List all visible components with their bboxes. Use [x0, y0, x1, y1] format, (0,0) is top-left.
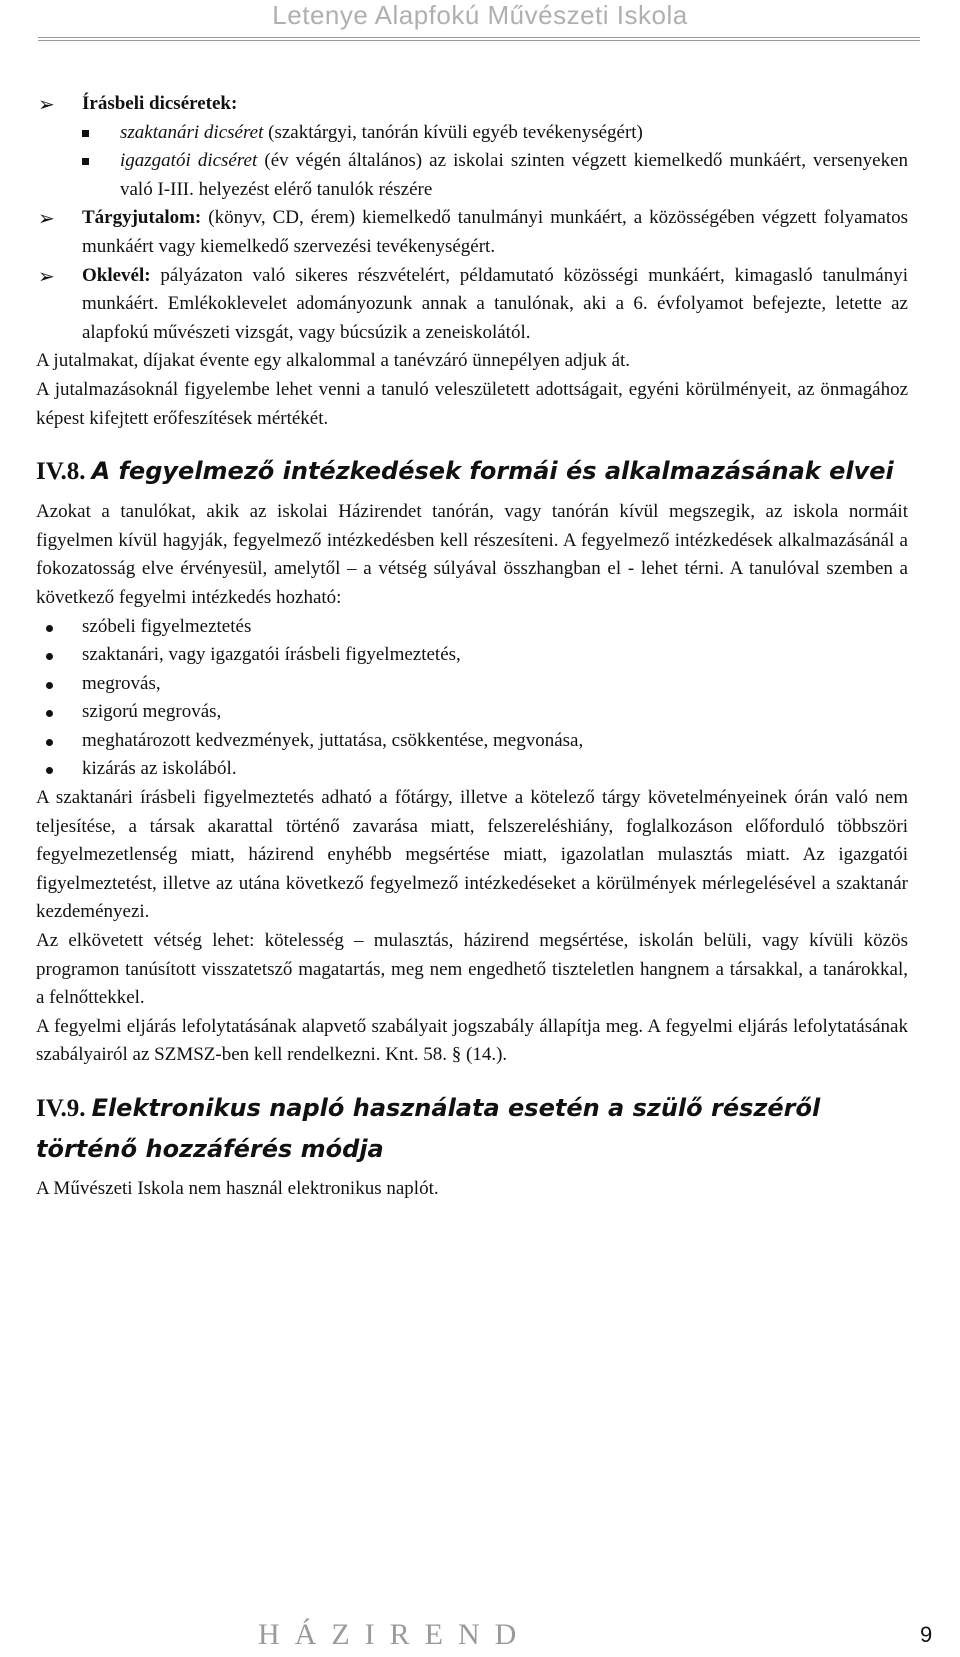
measure-text: megrovás,: [82, 672, 161, 694]
footer-label: HÁZIREND: [258, 1618, 532, 1651]
bullet-dot-icon: [46, 653, 53, 660]
list-item: [36, 727, 908, 756]
discipline-intro: Azokat a tanulókat, akik az iskolai Házirendet tanórán, vagy tanórán kívül megszegik, az iskola normáit figyelmen kívül hagyják, fegyelmező intézkedésben kell részesíteni. A fegyelmező intézkedések alkalmazásánál a fokozatosság elve érvényesül, amelytől – a vétség súlyával összhangban el - lehet térni. A tanulóval szemben a következő fegyelmi intézkedés hozható:: [36, 501, 908, 608]
annual-note: A jutalmakat, díjakat évente egy alkalommal a tanévzáró ünnepélyen adjuk át.: [36, 350, 631, 372]
arrow-bullet-icon: ➢: [38, 206, 55, 231]
section-heading: [36, 451, 908, 492]
list-item: [36, 755, 908, 784]
bullet-dot-icon: [46, 739, 53, 746]
bullet-dot-icon: [46, 767, 53, 774]
written-praise-label: Írásbeli dicséretek:: [82, 93, 238, 114]
square-bullet-icon: [82, 130, 89, 137]
praise-term: szaktanári dicséret: [120, 121, 264, 143]
written-praise-item: [36, 90, 908, 119]
procedure-paragraph: A fegyelmi eljárás lefolytatásának alapvető szabályait jogszabály állapítja meg. A fegyelmi eljárás lefolytatásának szabályairól az SZMSZ-ben kell rendelkezni. Knt. 58. § (14.).: [36, 1015, 908, 1066]
section-number: IV.8.: [36, 458, 86, 486]
consideration-note: A jutalmazásoknál figyelembe lehet venni a tanuló veleszületett adottságait, egyéni körülményeit, az önmagához képest kifejtett erőfeszítések mértékét.: [36, 378, 908, 429]
list-item: [36, 119, 908, 148]
section-title: Elektronikus napló használata esetén a szülő részéről történő hozzáférés módja: [36, 1094, 821, 1163]
diploma-reward-item: [36, 262, 908, 348]
diploma-reward-label: Oklevél:: [82, 264, 151, 286]
list-item: [36, 698, 908, 727]
offense-paragraph: Az elkövetett vétség lehet: kötelesség – mulasztás, házirend megsértése, iskolán belüli, vagy kívüli közös programon tanúsított visszatetsző magatartás, meg nem engedhető tiszteletlen hangnem a társakkal, a tanárokkal, a felnőttekkel.: [36, 930, 908, 1009]
gift-reward-label: Tárgyjutalom:: [82, 207, 202, 229]
gift-reward-text: (könyv, CD, érem) kiemelkedő tanulmányi munkáért, a közösségében végzett folyamatos munkáért vagy kiemelkedő szervezési tevékenységért.: [82, 207, 908, 257]
bullet-dot-icon: [46, 625, 53, 632]
list-item: [36, 147, 908, 204]
gift-reward-item: [36, 204, 908, 261]
teacher-warning-paragraph: A szaktanári írásbeli figyelmeztetés adható a főtárgy, illetve a kötelező tárgy követelményeinek órán való nem teljesítése, a társak akarattal történő zavarása miatt, felszereléshiány, foglalkozáson előforduló többszöri fegyelmezetlenség miatt, házirend enyhébb megsértése miatt, igazolatlan mulasztás miatt. Az igazgatói figyelmeztetést, illetve az utána következő fegyelmező intézkedéseket a körülmények mérlegelésével a szaktanár kezdeményezi.: [36, 787, 908, 923]
praise-term: igazgatói dicséret: [120, 150, 258, 172]
list-item: [36, 613, 908, 642]
page-number: 9: [920, 1622, 933, 1647]
section-number: IV.9.: [36, 1095, 86, 1122]
praise-text: (év végén általános) az iskolai szinten végzett kiemelkedő munkáért, versenyeken való I-III. helyezést elérő tanulók részére: [120, 150, 908, 200]
list-item: [36, 670, 908, 699]
bullet-dot-icon: [46, 710, 53, 717]
praise-text: (szaktárgyi, tanórán kívüli egyéb tevékenységért): [263, 121, 643, 143]
section-heading: [36, 1088, 908, 1169]
header-rule: [38, 37, 920, 41]
arrow-bullet-icon: ➢: [38, 92, 55, 116]
measure-text: kizárás az iskolából.: [82, 758, 237, 780]
diploma-reward-text: pályázaton való sikeres részvételért, példamutató közösségi munkáért, kimagasló tanulmányi munkáért. Emlékoklevelet adományozunk annak a tanulónak, aki a 6. évfolyamot befejezte, letette az alapfokú művészeti vizsgát, vagy búcsúzik a zeneiskolától.: [82, 264, 908, 343]
measure-text: meghatározott kedvezmények, juttatása, csökkentése, megvonása,: [82, 729, 584, 751]
section-title: A fegyelmező intézkedések formái és alkalmazásának elvei: [91, 457, 894, 486]
square-bullet-icon: [82, 158, 89, 165]
measure-text: szóbeli figyelmeztetés: [82, 615, 252, 637]
arrow-bullet-icon: ➢: [38, 263, 55, 288]
bullet-dot-icon: [46, 682, 53, 689]
measure-text: szaktanári, vagy igazgatói írásbeli figyelmeztetés,: [82, 644, 461, 666]
document-header-title: Letenye Alapfokú Művészeti Iskola: [272, 0, 688, 30]
page-content: [36, 90, 908, 1204]
list-item: [36, 641, 908, 670]
measure-text: szigorú megrovás,: [82, 701, 222, 723]
electronic-log-paragraph: A Művészeti Iskola nem használ elektronikus naplót.: [36, 1178, 439, 1199]
